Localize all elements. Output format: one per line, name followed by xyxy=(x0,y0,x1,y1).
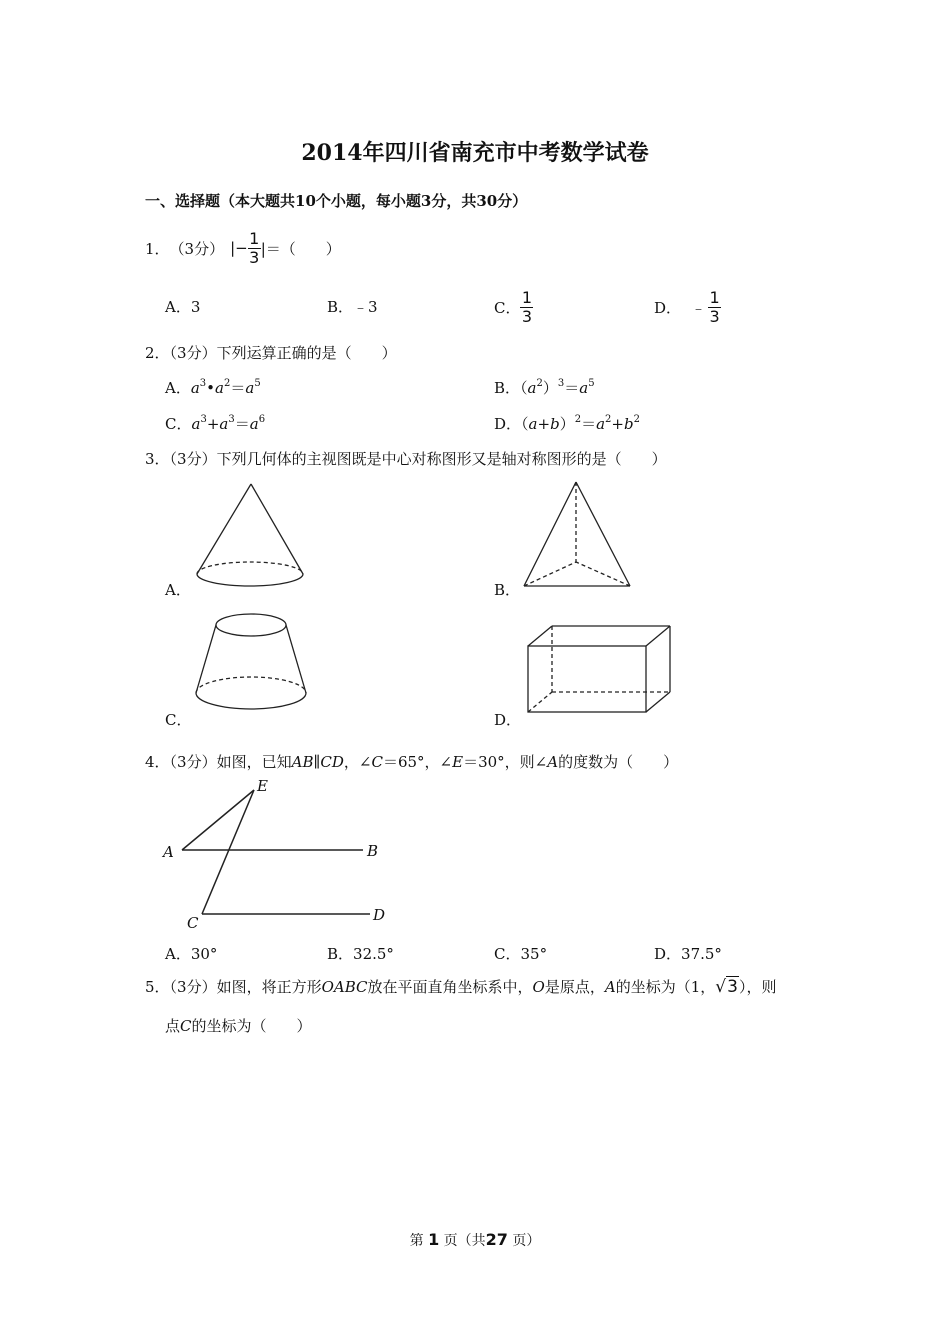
fraction: $\frac{1}{3}$ xyxy=(521,287,533,326)
point-label-e: E xyxy=(257,777,268,795)
q4-option-b: B．32.5° xyxy=(327,945,394,963)
parallel-lines-figure xyxy=(160,776,395,931)
q2-option-a: A．$a^3•a^2=a^5$ xyxy=(165,378,261,397)
question-number: 1． xyxy=(145,239,170,258)
page-total: 27 xyxy=(485,1230,508,1249)
question-3-stem: 3．（3分）下列几何体的主视图既是中心对称图形又是轴对称图形的是（ ） xyxy=(145,450,667,468)
q4-option-c: C．35° xyxy=(494,945,548,963)
question-1-stem xyxy=(145,228,341,268)
frustum-figure xyxy=(190,610,312,720)
q4-option-a: A．30° xyxy=(165,945,218,963)
point-label-a: A xyxy=(163,843,174,861)
page-number: 1 xyxy=(428,1230,440,1249)
q2-option-b: B．$(a^2)^3=a^5$ xyxy=(494,378,595,397)
fraction: $\frac{1}{3}$ xyxy=(709,287,720,326)
abs-open: |− xyxy=(230,239,248,257)
question-5-stem: 5．（3分）如图，将正方形OABC放在平面直角坐标系中，O是原点，A的坐标为（1，√3），则 xyxy=(145,977,777,997)
q3-option-a-label: A． xyxy=(165,581,191,599)
point-label-d: D xyxy=(373,906,386,924)
q2-option-c: C．$a^3+a^3=a^6$ xyxy=(165,414,266,433)
page-title: 2014年四川省南充市中考数学试卷 xyxy=(301,140,649,166)
section-heading: 一、选择题（本大题共10个小题，每小题3分，共30分） xyxy=(145,192,528,210)
cone-figure xyxy=(190,478,310,590)
question-5-stem-line2: 点C的坐标为（ ） xyxy=(165,1017,312,1035)
cuboid-figure xyxy=(525,622,675,718)
q2-option-d: D．$(a+b)^2=a^2+b^2$ xyxy=(494,414,640,433)
question-2-stem: 2．（3分）下列运算正确的是（ ） xyxy=(145,344,397,362)
page-footer: 第 1 页（共27 页） xyxy=(409,1230,541,1249)
point-label-c: C xyxy=(187,914,199,932)
sqrt-expression: √3 xyxy=(715,977,738,997)
question-score: （3分） xyxy=(169,239,225,258)
q3-option-b-label: B． xyxy=(494,581,521,599)
q3-option-c-label: C． xyxy=(165,711,192,729)
q1-option-b: B．﹣3 xyxy=(327,298,378,316)
question-4-stem: 4．（3分）如图，已知AB∥CD，∠C＝65°，∠E＝30°，则∠A的度数为（ ） xyxy=(145,753,679,771)
q4-option-d: D．37.5° xyxy=(654,945,722,963)
q1-option-d: D． ﹣ $\frac{1}{3}$ xyxy=(654,287,720,326)
fraction: $\frac{1}{3}$ xyxy=(249,228,260,267)
q1-option-c: C． $\frac{1}{3}$ xyxy=(494,287,533,326)
q1-option-a: A．3 xyxy=(165,298,201,316)
q3-option-d-label: D． xyxy=(494,711,522,729)
abs-close: |＝（ ） xyxy=(260,239,341,258)
pyramid-figure xyxy=(518,478,638,593)
point-label-b: B xyxy=(367,842,379,860)
